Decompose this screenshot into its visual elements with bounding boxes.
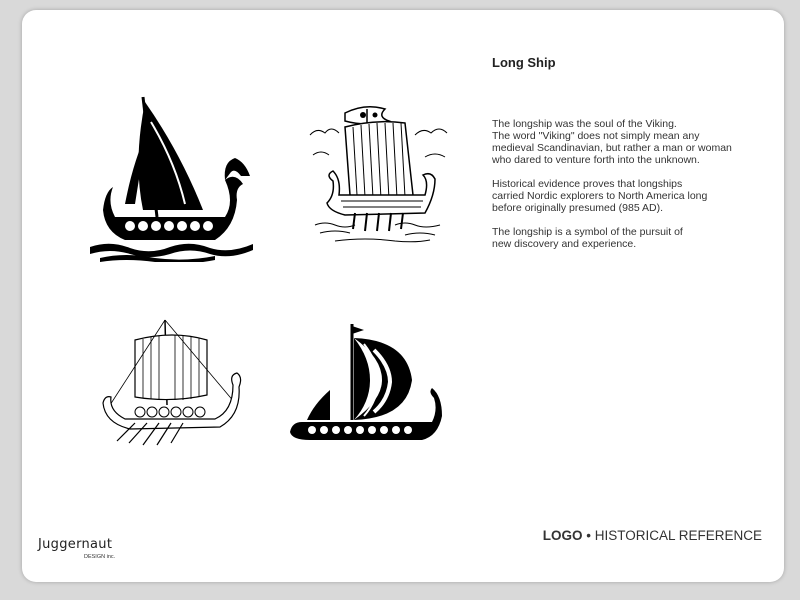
- text-line: before originally presumed (985 AD).: [492, 202, 664, 214]
- text-line: Historical evidence proves that longships: [492, 178, 683, 190]
- text-line: The longship was the soul of the Viking.: [492, 118, 677, 130]
- viking-longship-line-drawing-oars-icon: [95, 315, 250, 450]
- viking-longship-engraving-flag-icon: [305, 95, 460, 255]
- footer-bold: LOGO: [542, 528, 583, 543]
- description: [492, 118, 762, 262]
- text-line: new discovery and experience.: [492, 238, 637, 250]
- text-line: carried Nordic explorers to North America long: [492, 190, 708, 202]
- footer-separator: •: [586, 528, 591, 543]
- text-line: The word "Viking" does not simply mean any: [492, 130, 700, 142]
- brand-logo: [38, 537, 128, 577]
- text-line: The longship is a symbol of the pursuit of: [492, 226, 683, 238]
- footer-label: [543, 528, 762, 543]
- viking-longship-bold-sails-icon: [282, 320, 454, 450]
- description-paragraph: [492, 226, 762, 250]
- text-line: medieval Scandinavian, but rather a man or woman: [492, 142, 732, 154]
- viking-longship-silhouette-waves-icon: [85, 92, 260, 262]
- text-line: who dared to venture forth into the unknown.: [492, 154, 700, 166]
- brand-name: Juggernaut: [38, 537, 113, 552]
- page-title: Long Ship: [492, 55, 556, 70]
- brand-sub: DESIGN inc.: [84, 554, 116, 560]
- description-paragraph: [492, 118, 762, 166]
- description-paragraph: [492, 178, 762, 214]
- footer-rest: HISTORICAL REFERENCE: [594, 528, 762, 543]
